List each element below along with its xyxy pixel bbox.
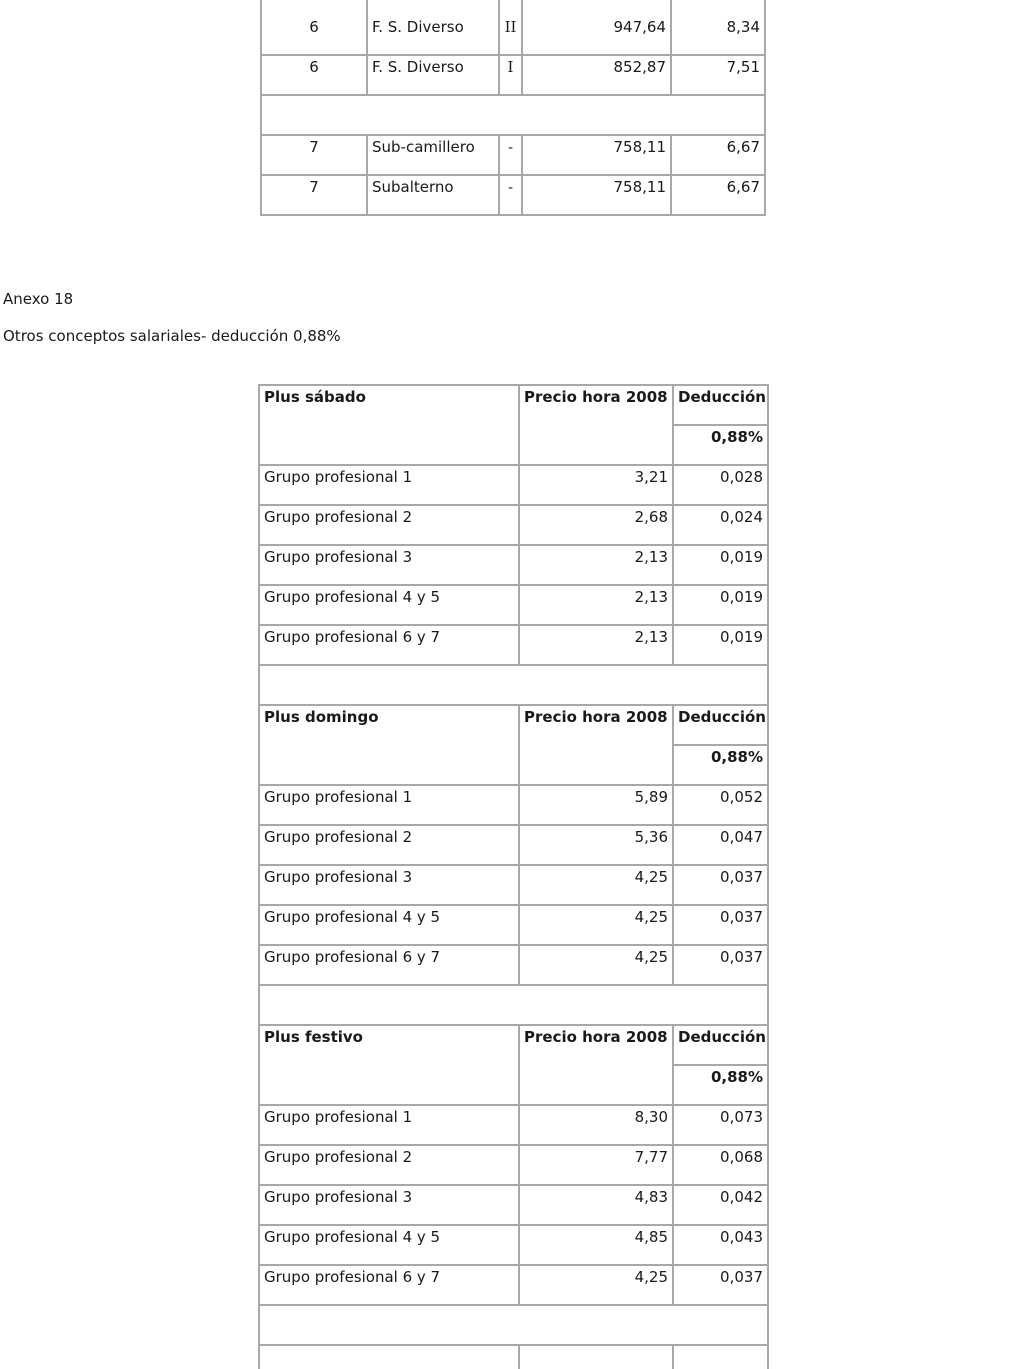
col-header-price: Precio hora 2008	[518, 1024, 674, 1106]
row-label: Grupo profesional 4 y 5	[258, 584, 520, 626]
row-label: Grupo profesional 2	[258, 1144, 520, 1186]
plus-title: Plus festivo	[258, 1024, 520, 1106]
row-price: 5,89	[518, 784, 674, 826]
row-label: Grupo profesional 2	[258, 504, 520, 546]
col-header-price: Precio hora 2008	[518, 384, 674, 466]
nivel-cell: -	[498, 134, 523, 176]
row-price: 2,68	[518, 504, 674, 546]
empty-row	[258, 1304, 769, 1346]
row-deduction: 0,068	[672, 1144, 769, 1186]
row-price: 4,25	[518, 1264, 674, 1306]
grupo-cell: 7	[260, 174, 368, 216]
row-price: 5,36	[518, 824, 674, 866]
col-header-deduction: Deducción	[672, 1024, 769, 1066]
empty-row	[258, 664, 769, 706]
importe-cell: 947,64	[521, 0, 672, 56]
plus-title: Plus domingo	[258, 704, 520, 786]
row-deduction: 0,019	[672, 624, 769, 666]
col-header-deduction: Deducción	[672, 704, 769, 746]
categoria-cell: F. S. Diverso	[366, 54, 500, 96]
row-deduction: 0,042	[672, 1184, 769, 1226]
row-price: 7,77	[518, 1144, 674, 1186]
table-border	[518, 1345, 520, 1369]
row-deduction: 0,024	[672, 504, 769, 546]
row-price: 2,13	[518, 544, 674, 586]
table-border	[672, 1345, 674, 1369]
importe-cell: 758,11	[521, 174, 672, 216]
deduction-rate: 0,88%	[672, 744, 769, 786]
row-price: 4,25	[518, 944, 674, 986]
row-price: 2,13	[518, 624, 674, 666]
row-label: Grupo profesional 6 y 7	[258, 1264, 520, 1306]
row-label: Grupo profesional 1	[258, 784, 520, 826]
empty-row	[258, 984, 769, 1026]
row-label: Grupo profesional 4 y 5	[258, 1224, 520, 1266]
row-label: Grupo profesional 3	[258, 1184, 520, 1226]
row-deduction: 0,037	[672, 904, 769, 946]
importe-cell: 852,87	[521, 54, 672, 96]
row-deduction: 0,037	[672, 1264, 769, 1306]
nivel-cell: I	[498, 54, 523, 96]
row-deduction: 0,047	[672, 824, 769, 866]
annex-title: Anexo 18	[3, 290, 74, 308]
row-deduction: 0,052	[672, 784, 769, 826]
nivel-cell: II	[498, 0, 523, 56]
nivel-cell: -	[498, 174, 523, 216]
grupo-cell: 6	[260, 54, 368, 96]
table-border	[767, 1345, 769, 1369]
deduction-rate: 0,88%	[672, 1064, 769, 1106]
row-label: Grupo profesional 3	[258, 864, 520, 906]
row-label: Grupo profesional 6 y 7	[258, 624, 520, 666]
row-deduction: 0,037	[672, 864, 769, 906]
row-label: Grupo profesional 3	[258, 544, 520, 586]
grupo-cell: 7	[260, 134, 368, 176]
row-label: Grupo profesional 4 y 5	[258, 904, 520, 946]
col-header-price: Precio hora 2008	[518, 704, 674, 786]
table-border	[258, 1345, 260, 1369]
row-deduction: 0,043	[672, 1224, 769, 1266]
deduccion-cell: 8,34	[670, 0, 766, 56]
row-price: 4,25	[518, 864, 674, 906]
empty-row	[260, 94, 766, 136]
categoria-cell: F. S. Diverso	[366, 0, 500, 56]
row-deduction: 0,028	[672, 464, 769, 506]
row-label: Grupo profesional 1	[258, 464, 520, 506]
deduction-rate: 0,88%	[672, 424, 769, 466]
plus-title: Plus sábado	[258, 384, 520, 466]
deduccion-cell: 6,67	[670, 174, 766, 216]
row-price: 2,13	[518, 584, 674, 626]
row-price: 4,85	[518, 1224, 674, 1266]
row-label: Grupo profesional 2	[258, 824, 520, 866]
categoria-cell: Subalterno	[366, 174, 500, 216]
categoria-cell: Sub-camillero	[366, 134, 500, 176]
row-price: 3,21	[518, 464, 674, 506]
row-deduction: 0,073	[672, 1104, 769, 1146]
grupo-cell: 6	[260, 0, 368, 56]
row-label: Grupo profesional 6 y 7	[258, 944, 520, 986]
row-price: 4,25	[518, 904, 674, 946]
row-deduction: 0,019	[672, 544, 769, 586]
col-header-deduction: Deducción	[672, 384, 769, 426]
importe-cell: 758,11	[521, 134, 672, 176]
annex-subtitle: Otros conceptos salariales- deducción 0,88%	[3, 327, 341, 345]
deduccion-cell: 6,67	[670, 134, 766, 176]
row-deduction: 0,037	[672, 944, 769, 986]
row-label: Grupo profesional 1	[258, 1104, 520, 1146]
deduccion-cell: 7,51	[670, 54, 766, 96]
row-deduction: 0,019	[672, 584, 769, 626]
row-price: 4,83	[518, 1184, 674, 1226]
row-price: 8,30	[518, 1104, 674, 1146]
